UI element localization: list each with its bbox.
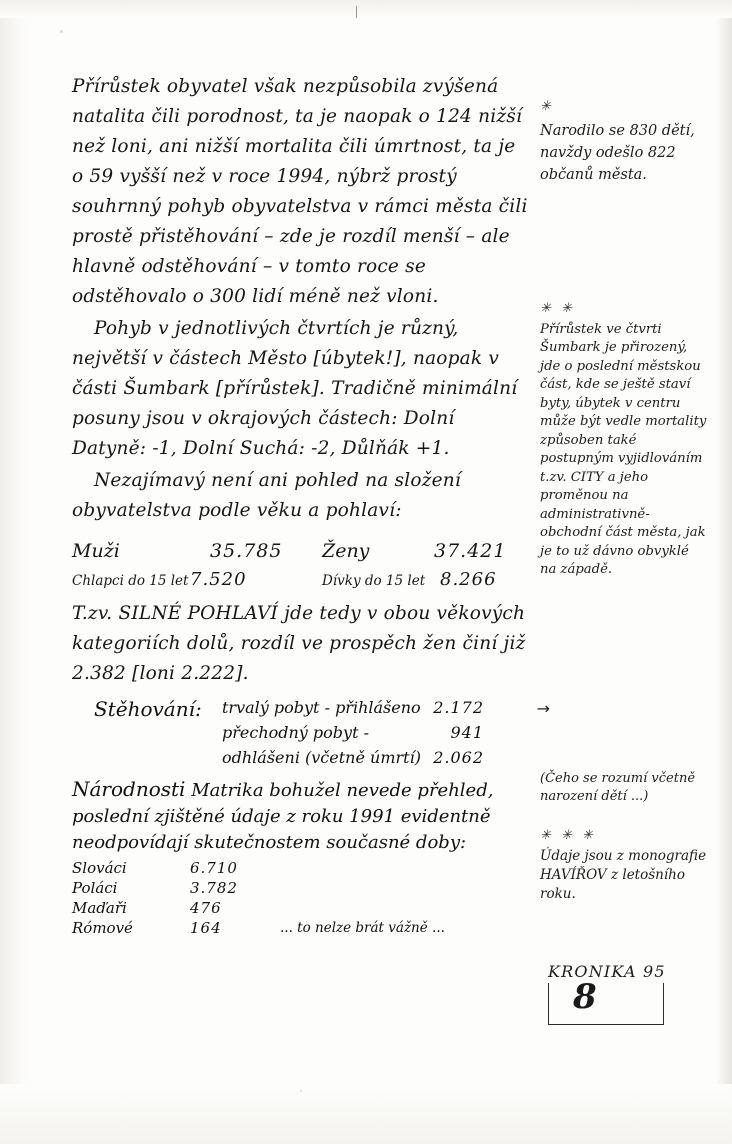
asterisk-icon: ✳ ✳ <box>540 301 575 316</box>
margin-note-permanent-text: (Čeho se rozumí včetně narození dětí ...) <box>540 771 696 804</box>
cell-value-boys: 7.520 <box>190 569 247 590</box>
cell-label-women: Ženy <box>322 540 370 562</box>
cell-value-girls: 8.266 <box>440 569 497 590</box>
migration-value-deregistered: 2.062 <box>433 748 484 767</box>
page-edge-left <box>0 0 28 1144</box>
migration-row <box>222 745 484 770</box>
nationality-block <box>72 776 528 938</box>
list-item <box>72 878 528 898</box>
nationality-heading <box>72 776 528 856</box>
list-item <box>72 918 528 938</box>
cell-value-men: 35.785 <box>210 540 283 562</box>
margin-note-permanent <box>540 770 710 806</box>
page-edge-right <box>716 0 732 1144</box>
page-number: 8 <box>573 977 597 1017</box>
cell-label-girls: Dívky do 15 let <box>322 573 426 589</box>
nationality-note: ... to nelze brát vážně ... <box>280 920 445 936</box>
margin-note-growth-text: Přírůstek ve čtvrti Šumbark je přirozený, jde o poslední městskou část, kde se ještě staví byty, úbytek v centru může být vedle mortality způsoben také postupným vyjidlováním t.zv. CITY a jeho proměnou na administrativně-obchodní část města, jak je to už dávno obvyklé na západě. <box>540 321 707 577</box>
chronicle-label: KRONIKA 95 <box>548 962 666 981</box>
list-item <box>72 858 528 878</box>
nationality-name: Maďaři <box>72 899 127 917</box>
paragraph-strong-sex-note: T.zv. SILNÉ POHLAVÍ jde tedy v obou věkových kategoriích dolů, rozdíl ve prospěch žen činí již 2.382 [loni 2.222]. <box>72 603 526 684</box>
nationality-count: 164 <box>190 919 222 937</box>
cell-value-women: 37.421 <box>434 540 507 562</box>
cell-label-men: Muži <box>72 540 120 562</box>
page-number-box <box>548 977 664 1025</box>
migration-block <box>72 695 550 770</box>
migration-row <box>222 695 484 720</box>
table-row <box>72 566 528 595</box>
migration-heading: Stěhování: <box>94 697 202 721</box>
list-item <box>72 898 528 918</box>
asterisk-icon: ✳ <box>540 99 554 114</box>
nationality-lead-word: Národnosti <box>72 777 186 801</box>
main-text-column <box>72 72 550 938</box>
footer-stamp <box>548 962 698 1025</box>
migration-value-permanent: 2.172 <box>433 698 484 717</box>
margin-note-births-text: Narodilo se 830 dětí, navždy odešlo 822 občanů města. <box>540 123 695 183</box>
nationality-name: Slováci <box>72 859 127 877</box>
nationality-count: 6.710 <box>190 859 238 877</box>
page-edge-bottom <box>0 1084 732 1144</box>
asterisk-icon: ✳ ✳ ✳ <box>540 828 596 843</box>
nationality-rows <box>72 858 528 938</box>
scan-speck <box>300 1090 302 1092</box>
paragraph-district-movement: Pohyb v jednotlivých čtvrtích je různý, největší v částech Město [úbytek!], naopak v části Šumbark [přírůstek]. Tradičně minimální posuny jsou v okrajových částech: Dolní Datyně: -1, Dolní Suchá: -2, Důlňák +1. <box>72 318 518 459</box>
scan-tick-mark <box>356 6 357 18</box>
margin-note-growth <box>540 300 708 580</box>
margin-note-source-text: Údaje jsou z monografie HAVÍŘOV z letošního roku. <box>540 848 707 902</box>
nationality-count: 476 <box>190 899 222 917</box>
migration-value-temporary: 941 <box>450 723 484 742</box>
nationality-count: 3.782 <box>190 879 238 897</box>
paragraph-population-growth: Přírůstek obyvatel však nezpůsobila zvýšená natalita čili porodnost, ta je naopak o 124 nižší než loni, ani nižší mortalita čili úmrtnost, ta je o 59 vyšší než v roce 1994, nýbrž prostý souhrnný pohyb obyvatelstva v rámci města čili prostě přistěhování – zde je rozdíl menší – ale hlavně odstěhování – v tomto roce se odstěhovalo o 300 lidí méně než vloni. <box>72 76 528 307</box>
migration-label-deregistered: odhlášeni (včetně úmrtí) <box>222 748 421 767</box>
paragraph-age-sex-intro: Nezajímavý není ani pohled na složení obyvatelstva podle věku a pohlaví: <box>72 470 462 521</box>
page-edge-top <box>0 0 732 18</box>
arrow-icon: → <box>536 699 550 718</box>
migration-lines <box>222 695 528 770</box>
population-table <box>72 536 528 595</box>
nationality-name: Poláci <box>72 879 118 897</box>
scan-speck <box>60 30 63 33</box>
migration-label-temporary: přechodný pobyt - <box>222 723 370 742</box>
cell-label-boys: Chlapci do 15 let <box>72 573 189 589</box>
table-row <box>72 536 528 566</box>
margin-note-source <box>540 826 710 904</box>
nationality-name: Rómové <box>72 919 133 937</box>
migration-label-permanent: trvalý pobyt - přihlášeno <box>222 698 421 717</box>
margin-note-births <box>540 96 700 186</box>
migration-row <box>222 720 484 745</box>
nationality-intro-text: Matrika bohužel nevede přehled, poslední zjištěné údaje z roku 1991 evidentně neodpovídají skutečnostem současné doby: <box>72 780 494 853</box>
